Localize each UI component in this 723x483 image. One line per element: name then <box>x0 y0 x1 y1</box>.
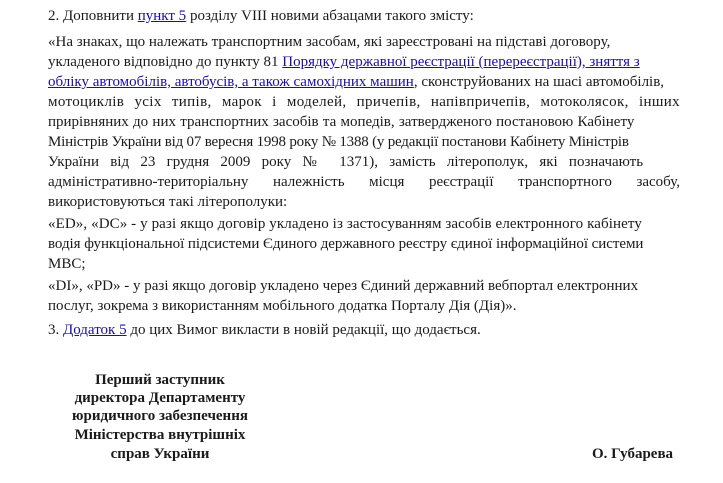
item-3-prefix: 3. <box>48 322 63 338</box>
para2-line3: МВС; <box>48 256 86 272</box>
link-point-5[interactable]: пункт 5 <box>137 8 187 24</box>
para1-line3 <box>48 72 664 92</box>
para1-line2 <box>48 52 640 72</box>
para1-line4: мотоциклів усіх типів, марок і моделей, причепів, напівпричепів, мотоколясок, інших <box>48 94 680 110</box>
signature-title-line-5: справ України <box>110 446 210 462</box>
signatory-name: О. Губарева <box>592 446 674 462</box>
link-registration-procedure[interactable]: Порядку державної реєстрації (перереєстрації), зняття з <box>282 54 640 70</box>
item-2-prefix: 2. Доповнити <box>48 8 138 24</box>
para1-line5: прирівняних до них транспортних засобів та мопедів, затвердженого постановою Кабінету <box>48 114 635 130</box>
para1-line1 <box>48 32 680 52</box>
link-annex-5[interactable]: Додаток 5 <box>63 322 127 338</box>
para1-line9: використовуються такі літерополуки: <box>48 194 288 210</box>
signature-title-line-1: Перший заступник <box>95 372 225 388</box>
para1-line8: адміністративно-територіальну належність місця реєстрації транспортного засобу, <box>48 174 680 190</box>
signature-title-line-2: директора Департаменту <box>74 390 246 406</box>
para3-line2: послуг, зокрема з використанням мобільного додатка Порталу Дія (Дія)». <box>48 298 517 314</box>
item-2-paragraph <box>48 6 474 26</box>
para3-line1: «DI», «PD» - у разі якщо договір укладено через Єдиний державний вебпортал електронних <box>48 278 639 294</box>
para2-line2: водія функціональної підсистеми Єдиного державного реєстру єдиної інформаційної системи <box>48 236 644 252</box>
para1-line1-text: «На знаках, що належать транспортним засобам, які зареєстровані на підставі договору, <box>48 34 611 50</box>
signature-title-line-3: юридичного забезпечення <box>72 408 248 424</box>
para1-line6: Міністрів України від 07 вересня 1998 року № 1388 (у редакції постанови Кабінету Міністрів <box>48 134 629 150</box>
signature-title-line-4: Міністерства внутрішніх <box>74 427 246 443</box>
link-registration-procedure-cont[interactable]: обліку автомобілів, автобусів, а також самохідних машин <box>48 74 414 90</box>
item-2-suffix: розділу VIII новими абзацами такого змісту: <box>186 8 474 24</box>
item-3-suffix: до цих Вимог викласти в новій редакції, що додається. <box>126 322 481 338</box>
para1-line2-text: укладеного відповідно до пункту 81 <box>48 54 283 70</box>
para2-line1: «ED», «DC» - у разі якщо договір укладено із застосуванням засобів електронного кабінету <box>48 216 642 232</box>
para1-line3-text: , сконструйованих на шасі автомобілів, <box>413 74 665 90</box>
para1-line7: України від 23 грудня 2009 року № 1371), замість літерополук, які позначають <box>48 154 644 170</box>
item-3-paragraph <box>48 320 481 340</box>
